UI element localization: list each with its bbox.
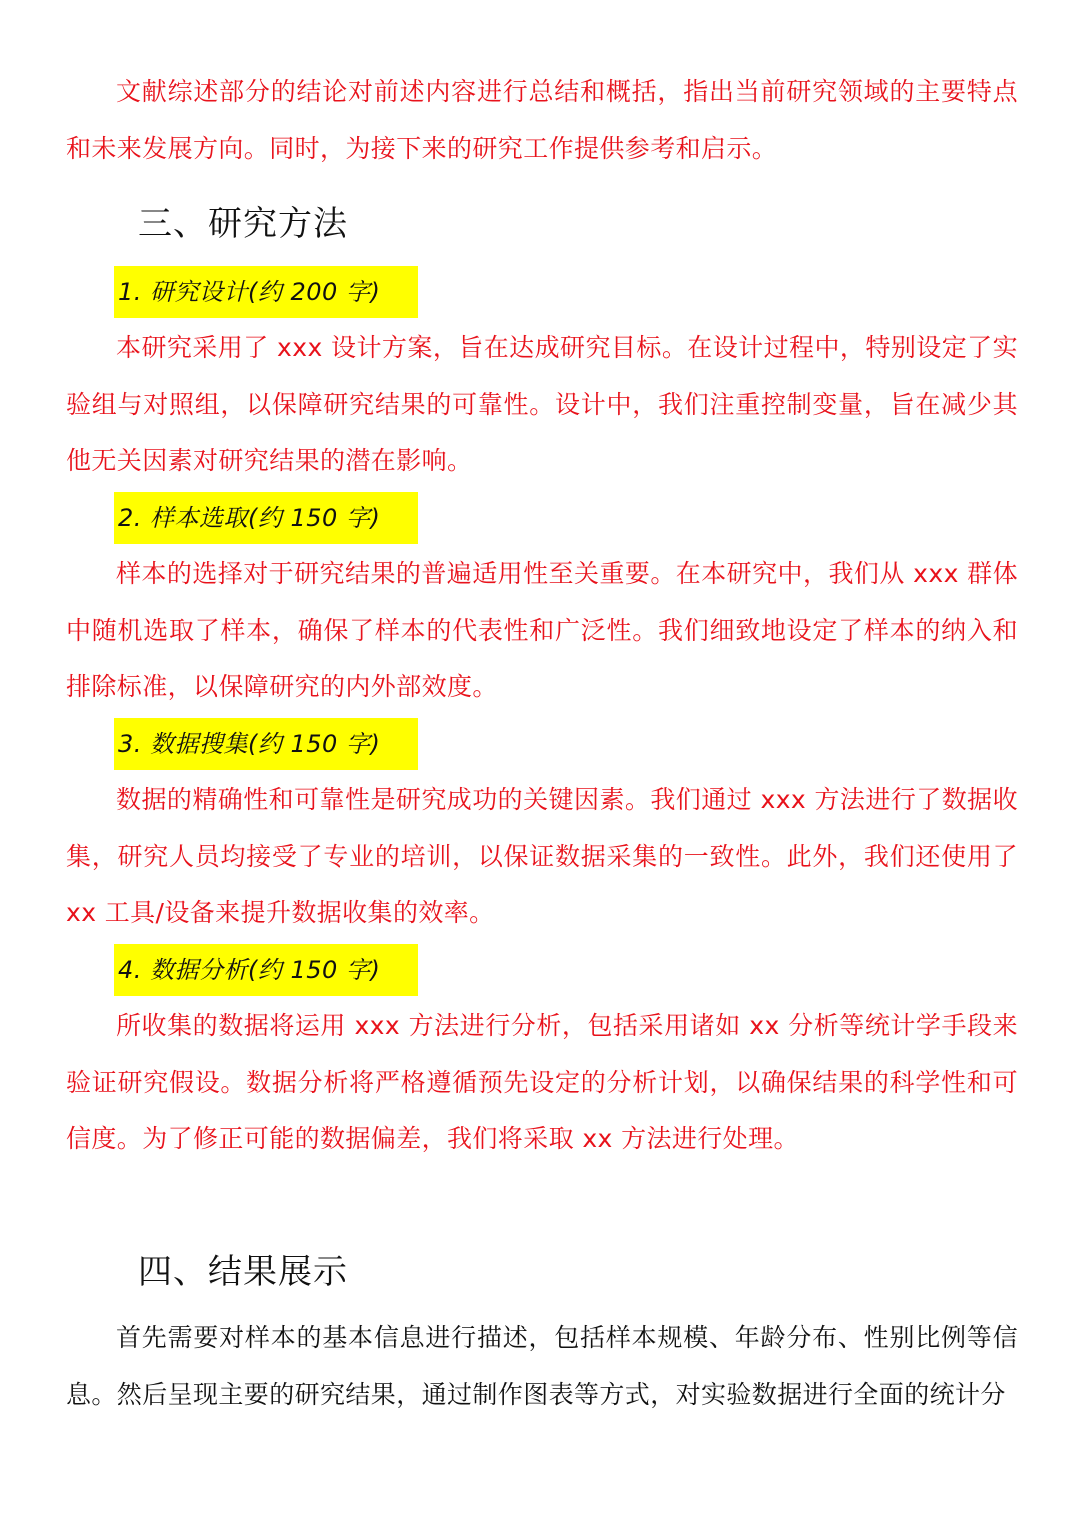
- data-collection-body: 数据的精确性和可靠性是研究成功的关键因素。我们通过 xxx 方法进行了数据收集，研究人员均接受了专业的培训，以保证数据采集的一致性。此外，我们还使用了 xx 工具/设备来提升数据收集的效率。: [66, 785, 1018, 927]
- subsection-heading-data-collection: 3. 数据搜集(约 150 字): [114, 718, 418, 770]
- results-body: 首先需要对样本的基本信息进行描述，包括样本规模、年龄分布、性别比例等信息。然后呈现主要的研究结果，通过制作图表等方式，对实验数据进行全面的统计分: [66, 1323, 1018, 1409]
- literature-review-conclusion: 文献综述部分的结论对前述内容进行总结和概括，指出当前研究领域的主要特点和未来发展方向。同时，为接下来的研究工作提供参考和启示。: [66, 77, 1018, 163]
- section-4-title: 四、结果展示: [138, 1252, 348, 1292]
- subsection-heading-research-design: 1. 研究设计(约 200 字): [114, 266, 418, 318]
- subsection-heading-sample-selection: 2. 样本选取(约 150 字): [114, 492, 418, 544]
- section-3-title: 三、研究方法: [138, 204, 348, 244]
- sample-selection-body: 样本的选择对于研究结果的普遍适用性至关重要。在本研究中，我们从 xxx 群体中随机选取了样本，确保了样本的代表性和广泛性。我们细致地设定了样本的纳入和排除标准，以保障研究的内外部效度。: [66, 559, 1018, 701]
- subsection-heading-data-analysis: 4. 数据分析(约 150 字): [114, 944, 418, 996]
- research-design-body: 本研究采用了 xxx 设计方案，旨在达成研究目标。在设计过程中，特别设定了实验组与对照组，以保障研究结果的可靠性。设计中，我们注重控制变量，旨在减少其他无关因素对研究结果的潜在影响。: [66, 333, 1018, 475]
- data-analysis-body: 所收集的数据将运用 xxx 方法进行分析，包括采用诸如 xx 分析等统计学手段来验证研究假设。数据分析将严格遵循预先设定的分析计划，以确保结果的科学性和可信度。为了修正可能的数据偏差，我们将采取 xx 方法进行处理。: [66, 1011, 1018, 1153]
